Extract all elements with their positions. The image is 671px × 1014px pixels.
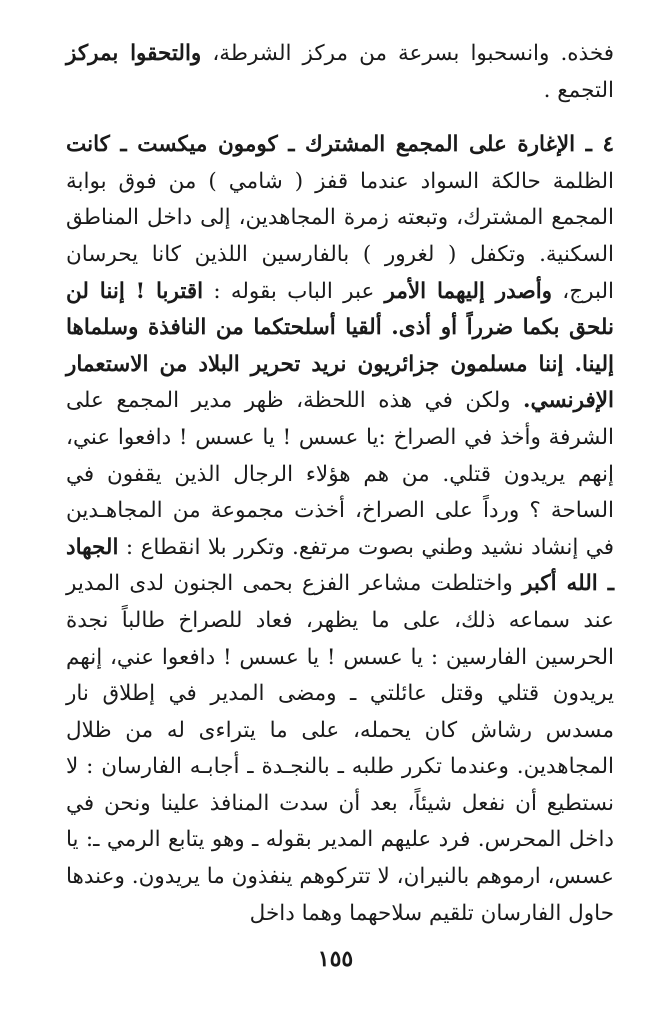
text-run: التجمع . xyxy=(543,77,614,103)
bold-text-run: ٤ ـ الإغارة على المجمع المشترك ـ كومون ميكست ـ xyxy=(109,132,614,158)
paragraph-1 xyxy=(66,36,614,109)
body-text xyxy=(66,36,614,932)
bold-text-run: والتحقوا بمركز xyxy=(66,41,202,66)
bold-text-run: وأصدر إليهما الأمر xyxy=(384,278,553,304)
text-run: واختلطت مشاعر الفزع بحمى الجنون لدى المدير عند سماعه ذلك، على ما يظهر، فعاد للصراخ طالباً نجدة الحرسين الفارسين : يا عسس ! يا عسس ! دافعوا عني، إنهم يريدون قتلي وقتل عائلتي ـ ومضى المدير في إطلاق نار مسدس رشاش كان يحمله، على ما يتراءى له من ظلال المجاهدين. وعندما تكرر طلبه ـ بالنجـدة ـ أجابـه الفارسان : لا نستطيع أن نفعل شيئاً، بعد أن سدت المنافذ علينا ونحن في داخل المحرس. فرد عليهم المدير بقوله ـ وهو يتابع الرمي ـ: يا عسس، ارموهم بالنيران، لا تتركوهم ينفذون ما يريدون. وعندها حاول الفارسان تلقيم سلاحهما وهما داخل xyxy=(66,571,614,926)
text-run: الظلمة حالكة السواد عندما قفز ( شامي ) من فوق بوابة المجمع المشترك، وتبعته زمرة المجاهدين، إلى داخل المناطق السكنية. وتكفل ( لغرور ) بالفارسين اللذين كانا يحرسان البرج، xyxy=(66,168,614,304)
page-number: ١٥٥ xyxy=(317,946,354,972)
text-run: عبر الباب بقوله : xyxy=(203,278,385,304)
text-run: فخذه. وانسحبوا بسرعة من مركز الشرطة، xyxy=(201,41,614,66)
bold-text-run: اقتربا ! إننا لن نلحق بكما ضرراً أو أذى. ألقيا أسلحتكما من النافذة وسلماها إلينا. إننا مسلمون جزائريون نريد تحرير البلاد من الاستعمار الإفرنسي. xyxy=(66,278,614,414)
bold-text-run: كانت xyxy=(66,132,110,158)
text-run: ولكن في هذه اللحظة، ظهر مدير المجمع على الشرفة وأخذ في الصراخ :يا عسس ! يا عسس ! دافعوا عني، إنهم يريدون قتلي. من هم هؤلاء الرجال الذين يقفون في الساحة ؟ ورداً على الصراخ، أخذت مجموعة من المجاهـدين في إنشاد نشيد وطني بصوت مرتفع. وتكرر بلا انقطاع : xyxy=(66,388,614,560)
bold-text-run: الجهاد ـ الله أكبر xyxy=(66,534,615,597)
paragraph-2 xyxy=(66,127,614,932)
